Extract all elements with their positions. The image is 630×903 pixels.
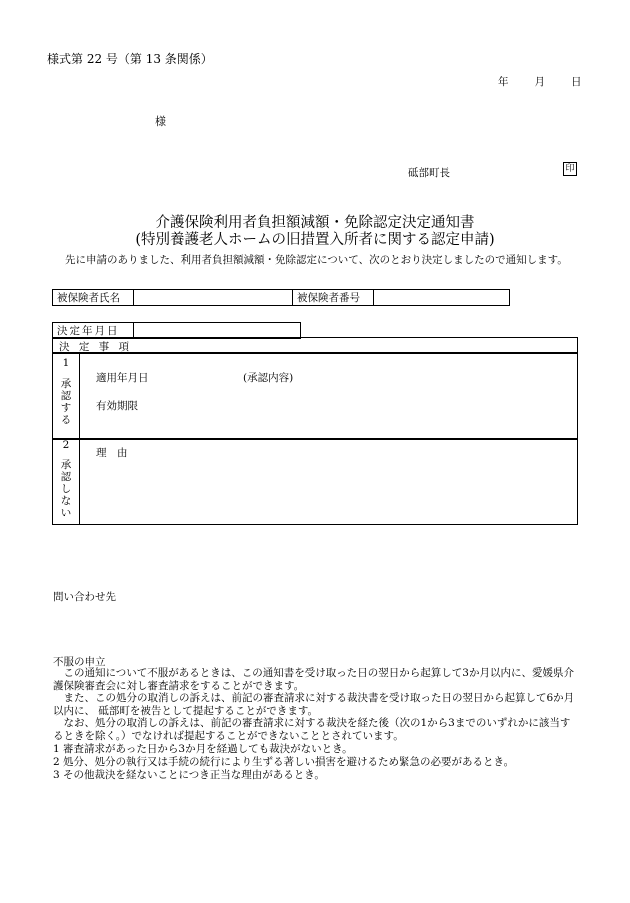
date-month: 月 xyxy=(534,76,545,88)
document-subtitle: (特別養護老人ホームの旧措置入所者に関する認定申請) xyxy=(135,232,495,248)
appeal-item-2: 2 処分、処分の執行又は手続の続行により生ずる著しい損害を避けるため緊急の必要があるとき。 xyxy=(53,756,515,768)
insured-number-field[interactable] xyxy=(374,290,510,306)
date-year: 年 xyxy=(498,76,509,88)
date-day: 日 xyxy=(571,76,582,88)
section1-number: 1 xyxy=(62,357,70,369)
document-title: 介護保険利用者負担額減額・免除認定決定通知書 xyxy=(155,215,475,231)
section2-number: 2 xyxy=(62,439,70,451)
appeal-heading: 不服の申立 xyxy=(53,656,106,668)
issuer-name: 砥部町長 xyxy=(408,167,450,179)
addressee-suffix: 様 xyxy=(155,115,166,128)
appeal-paragraph-1: この通知について不服があるときは、この通知書を受け取った日の翌日から起算して3か月以内に、愛媛県介護保険審査会に対し審査請求をすることができます。 xyxy=(53,667,574,692)
section2-vertical-label: 承認しない xyxy=(60,459,72,519)
seal-mark: 印 xyxy=(563,162,577,176)
section-divider xyxy=(79,439,80,524)
apply-date-label: 適用年月日 xyxy=(96,372,149,384)
reason-label: 理 由 xyxy=(96,447,128,459)
appeal-paragraph-3: なお、処分の取消しの訴えは、前記の審査請求に対する裁決を経た後（次の1から3までのいずれかに該当するときを除く。）でなければ提起することができないこととされています。 xyxy=(53,717,571,742)
insured-name-field[interactable] xyxy=(134,290,293,306)
decision-date-label: 決定年月日 xyxy=(53,323,134,339)
section-divider xyxy=(79,353,80,439)
contact-label: 問い合わせ先 xyxy=(53,591,116,603)
section-approve xyxy=(52,352,578,440)
insured-table xyxy=(52,289,510,306)
section1-vertical-label: 承認する xyxy=(60,378,72,426)
date-line xyxy=(498,74,582,89)
insured-name-label: 被保険者氏名 xyxy=(53,290,134,306)
decision-items-label: 決 定 事 項 xyxy=(59,341,133,353)
section-deny xyxy=(52,438,578,525)
intro-text: 先に申請のありました、利用者負担額減額・免除認定について、次のとおり決定しましたので通知します。 xyxy=(65,254,568,266)
appeal-item-1: 1 審査請求があった日から3か月を経過しても裁決がないとき。 xyxy=(53,743,353,755)
form-number: 様式第 22 号（第 13 条関係） xyxy=(47,52,213,66)
insured-number-label: 被保険者番号 xyxy=(293,290,374,306)
approval-content-label: (承認内容) xyxy=(243,372,294,384)
valid-period-label: 有効期限 xyxy=(96,400,138,412)
appeal-item-3: 3 その他裁決を経ないことにつき正当な理由があるとき。 xyxy=(53,769,325,781)
appeal-paragraph-2: また、この処分の取消しの訴えは、前記の審査請求に対する裁決書を受け取った日の翌日から起算して6か月以内に、 砥部町を被告として提起することができます。 xyxy=(53,692,575,717)
